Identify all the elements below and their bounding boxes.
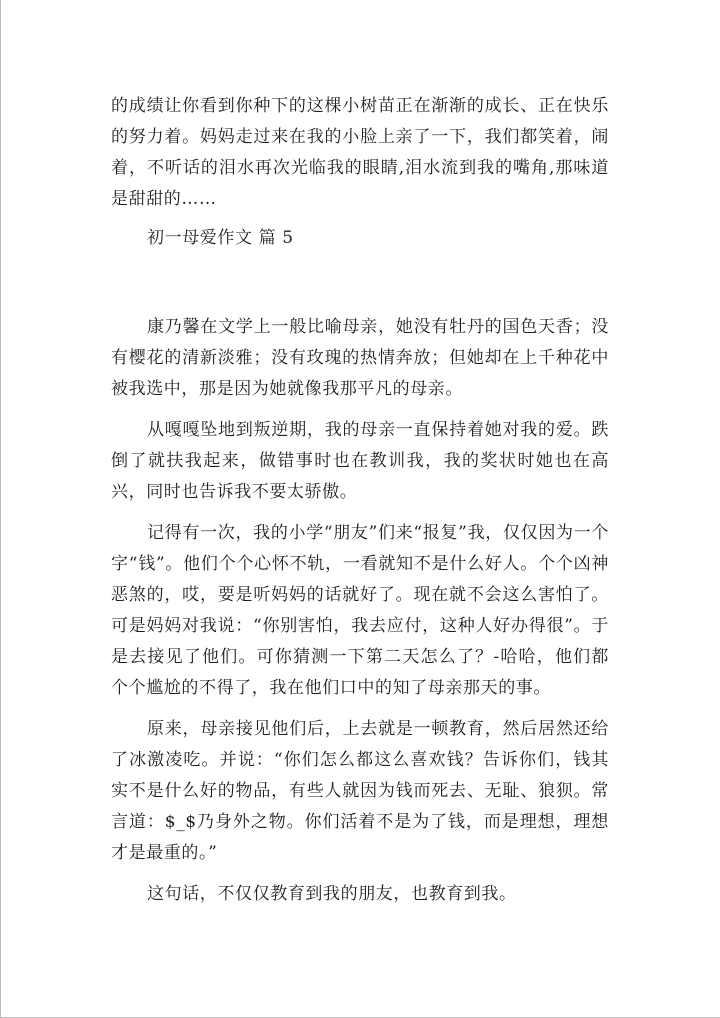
paragraph-1: 康乃馨在文学上一般比喻母亲，她没有牡丹的国色天香；没有樱花的清新淡雅；没有玫瑰的热情奔放；但她却在上千种花中被我选中，那是因为她就像我那平凡的母亲。 [111,317,609,399]
paragraph-3: 记得有一次，我的小学“朋友”们来“报复”我，仅仅因为一个字“钱”。他们个个心怀不轨，一看就知不是什么好人。个个凶神恶煞的，哎，要是听妈妈的话就好了。现在就不会这么害怕了。可是妈妈对我说：“你别害怕，我去应付，这种人好办得很”。于是去接见了他们。可你猜测一下第二天怎么了？-哈哈，他们都个个尴尬的不得了，我在他们口中的知了母亲那天的事。 [111,523,609,698]
section-title: 初一母爱作文 篇 5 [147,228,294,248]
paragraph-4: 原来，母亲接见他们后，上去就是一顿教育，然后居然还给了冰激凌吃。并说：“你们怎么都这么喜欢钱？告诉你们，钱其实不是什么好的物品，有些人就因为钱而死去、无耻、狼狈。常言道：$_$乃身外之物。你们活着不是为了钱，而是理想，理想才是最重的。” [111,719,609,863]
section-spacer [111,254,609,312]
paragraph-5: 这句话，不仅仅教育到我的朋友，也教育到我。 [147,884,517,904]
page-left-border [0,0,1,1018]
paragraph-2: 从嘎嘎坠地到叛逆期，我的母亲一直保持着她对我的爱。跌倒了就扶我起来，做错事时也在教训我，我的奖状时她也在高兴，同时也告诉我不要太骄傲。 [111,420,609,502]
document-body [111,91,609,910]
continuation-paragraph: 的成绩让你看到你种下的这棵小树苗正在渐渐的成长、正在快乐的努力着。妈妈走过来在我的小脸上亲了一下，我们都笑着，闹着，不听话的泪水再次光临我的眼睛,泪水流到我的嘴角,那味道是甜甜的…… [111,96,609,209]
